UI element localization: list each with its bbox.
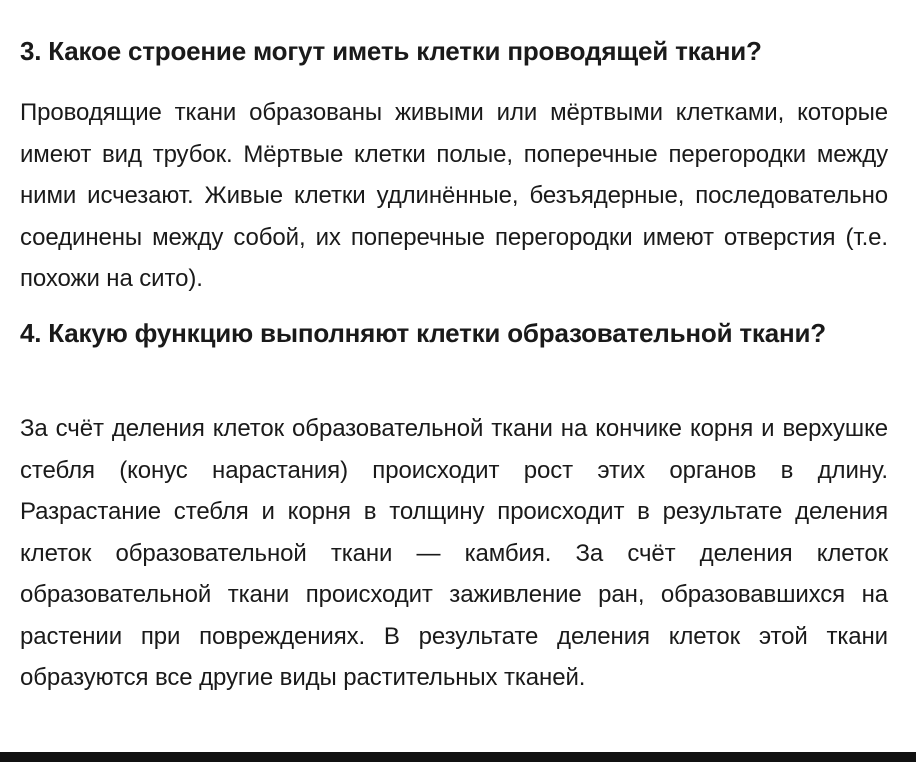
question-4-heading: 4. Какую функцию выполняют клетки образовательной ткани?: [20, 318, 826, 348]
bottom-border: [0, 752, 916, 762]
answer-3-paragraph: Проводящие ткани образованы живыми или мёртвыми клетками, которые имеют вид трубок. Мёртвые клетки полые, поперечные перегородки между ними исчезают. Живые клетки удлинённые, безъядерные, последовательно соединены между собой, их поперечные перегородки имеют отверстия (т.е. похожи на сито).: [20, 99, 888, 292]
answer-4-paragraph: За счёт деления клеток образовательной ткани на кончике корня и верхушке стебля (конус нарастания) происходит рост этих органов в длину. Разрастание стебля и корня в толщину происходит в результате деления клеток образовательной ткани — камбия. За счёт деления клеток образовательной ткани происходит заживление ран, образовавшихся на растении при повреждениях. В результате деления клеток этой ткани образуются все другие виды растительных тканей.: [20, 415, 888, 691]
question-3-heading: 3. Какое строение могут иметь клетки проводящей ткани?: [20, 36, 762, 66]
